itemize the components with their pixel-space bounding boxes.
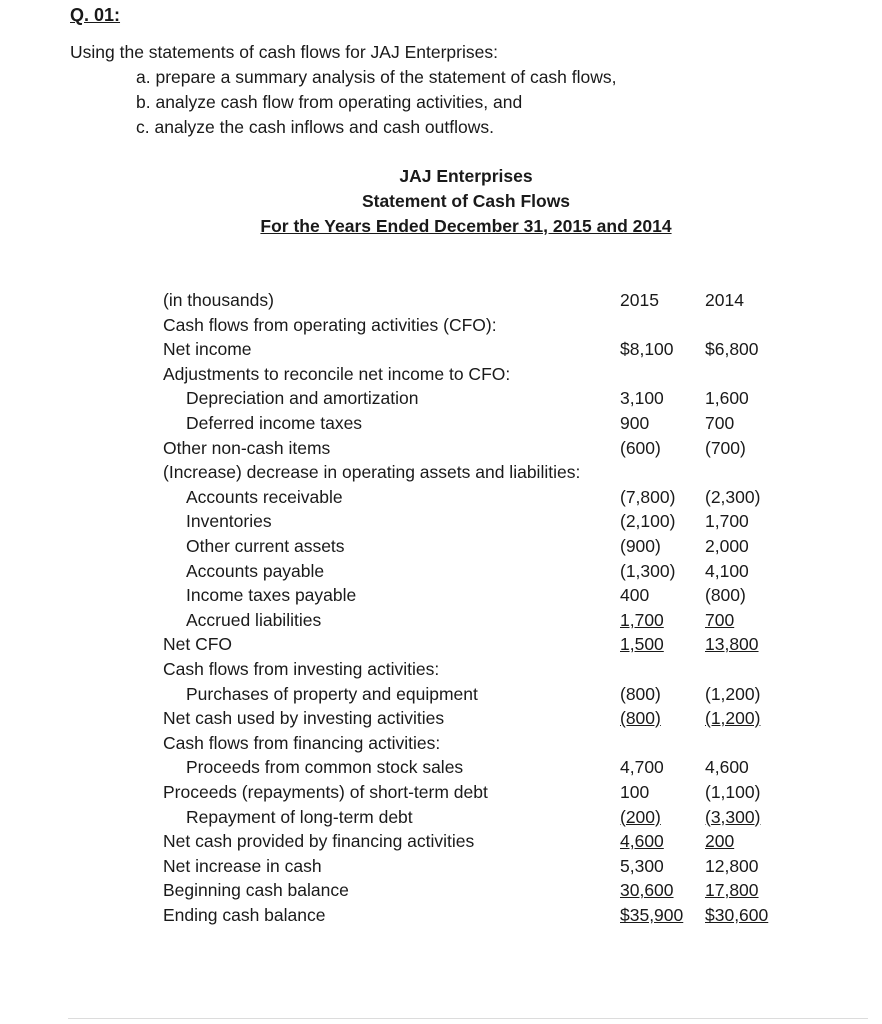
value-2015: 4,600 [620, 831, 664, 852]
value-2015: $35,900 [620, 905, 684, 925]
value-2014: 13,800 [705, 634, 759, 655]
table-row [0, 535, 882, 560]
value-2014: 700 [705, 609, 735, 630]
value-2015: 3,100 [620, 388, 664, 409]
subtotal-row [0, 707, 882, 732]
subtotal-row [0, 633, 882, 658]
value-2014: $6,800 [705, 339, 759, 360]
row-label: Adjustments to reconcile net income to CFO: [163, 363, 511, 384]
table-row [0, 560, 882, 585]
row-label: Other non-cash items [163, 437, 331, 458]
value-2015: 100 [620, 782, 650, 802]
section-heading-row [0, 461, 882, 486]
value-2014: 700 [705, 413, 735, 433]
year-2015-header: 2015 [620, 290, 659, 310]
value-2014: (700) [705, 437, 746, 458]
value-2015: (200) [620, 806, 661, 827]
row-label: Ending cash balance [163, 905, 326, 925]
value-2015: 900 [620, 413, 650, 433]
row-label: Net income [163, 339, 252, 360]
value-2014: (1,200) [705, 708, 761, 729]
value-2015: (7,800) [620, 486, 676, 507]
table-header-row [0, 289, 882, 314]
row-label: Net CFO [163, 634, 233, 655]
row-label: Cash flows from investing activities: [163, 659, 440, 679]
value-2015: (800) [620, 708, 661, 729]
value-2015: 4,700 [620, 757, 664, 778]
value-2014: 4,100 [705, 560, 749, 581]
row-label: Depreciation and amortization [186, 388, 419, 409]
row-label: Inventories [186, 511, 272, 532]
value-2014: 1,700 [705, 511, 749, 532]
value-2015: 5,300 [620, 855, 664, 876]
value-2014: 12,800 [705, 855, 759, 876]
row-label: Deferred income taxes [186, 413, 363, 433]
table-row [0, 806, 882, 831]
question-number: Q. 01: [70, 5, 121, 25]
table-row [0, 412, 882, 437]
row-label: Net increase in cash [163, 855, 322, 876]
value-2014: (3,300) [705, 806, 761, 827]
value-2015: (600) [620, 437, 661, 458]
value-2015: 30,600 [620, 880, 674, 901]
statement-period: For the Years Ended December 31, 2015 and 2014 [260, 216, 672, 236]
page-divider [68, 1018, 868, 1019]
table-row [0, 756, 882, 781]
section-heading-row [0, 363, 882, 388]
value-2014: 1,600 [705, 388, 749, 409]
value-2015: (800) [620, 683, 661, 704]
row-label: Proceeds from common stock sales [186, 757, 464, 778]
table-row [0, 855, 882, 880]
value-2014: (1,200) [705, 683, 761, 704]
value-2014: (800) [705, 585, 746, 606]
row-label: (Increase) decrease in operating assets and liabilities: [163, 462, 581, 483]
value-2014: 200 [705, 831, 735, 852]
section-heading-row [0, 732, 882, 757]
value-2014: 2,000 [705, 536, 749, 556]
value-2015: 1,500 [620, 634, 664, 655]
table-row [0, 510, 882, 535]
statement-title: Statement of Cash Flows [361, 191, 571, 211]
task-c: c. analyze the cash inflows and cash outflows. [136, 117, 494, 137]
row-label: Net cash provided by financing activities [163, 831, 475, 852]
row-label: Other current assets [186, 536, 345, 556]
table-row [0, 338, 882, 363]
table-row [0, 609, 882, 634]
table-row [0, 437, 882, 462]
row-label: Cash flows from operating activities (CFO): [163, 314, 497, 335]
table-row [0, 486, 882, 511]
row-label: Purchases of property and equipment [186, 683, 478, 704]
table-row [0, 683, 882, 708]
table-row [0, 781, 882, 806]
value-2015: (1,300) [620, 560, 676, 581]
row-label: Accounts receivable [186, 486, 343, 507]
question-intro: Using the statements of cash flows for JAJ Enterprises: [70, 42, 498, 62]
row-label: Beginning cash balance [163, 880, 349, 901]
row-label: Accrued liabilities [186, 609, 322, 630]
value-2014: (1,100) [705, 782, 761, 802]
row-label: Income taxes payable [186, 585, 357, 606]
year-2014-header: 2014 [705, 290, 744, 310]
task-a: a. prepare a summary analysis of the statement of cash flows, [136, 67, 617, 87]
table-row [0, 879, 882, 904]
value-2014: (2,300) [705, 486, 761, 507]
subtotal-row [0, 830, 882, 855]
value-2014: 4,600 [705, 757, 749, 778]
section-heading-row [0, 314, 882, 339]
company-name: JAJ Enterprises [399, 166, 533, 186]
value-2015: (2,100) [620, 511, 676, 532]
total-row [0, 904, 882, 929]
table-row [0, 584, 882, 609]
task-b: b. analyze cash flow from operating activities, and [136, 92, 523, 112]
row-label: Accounts payable [186, 560, 325, 581]
value-2014: 17,800 [705, 880, 759, 901]
row-label: Net cash used by investing activities [163, 708, 445, 729]
value-2015: (900) [620, 536, 661, 556]
row-label: Cash flows from financing activities: [163, 732, 441, 753]
table-row [0, 387, 882, 412]
row-label: Proceeds (repayments) of short-term debt [163, 782, 488, 802]
row-label: Repayment of long-term debt [186, 806, 413, 827]
value-2015: $8,100 [620, 339, 674, 360]
value-2014: $30,600 [705, 905, 769, 925]
row-label: (in thousands) [163, 290, 274, 310]
value-2015: 400 [620, 585, 650, 606]
value-2015: 1,700 [620, 609, 664, 630]
section-heading-row [0, 658, 882, 683]
